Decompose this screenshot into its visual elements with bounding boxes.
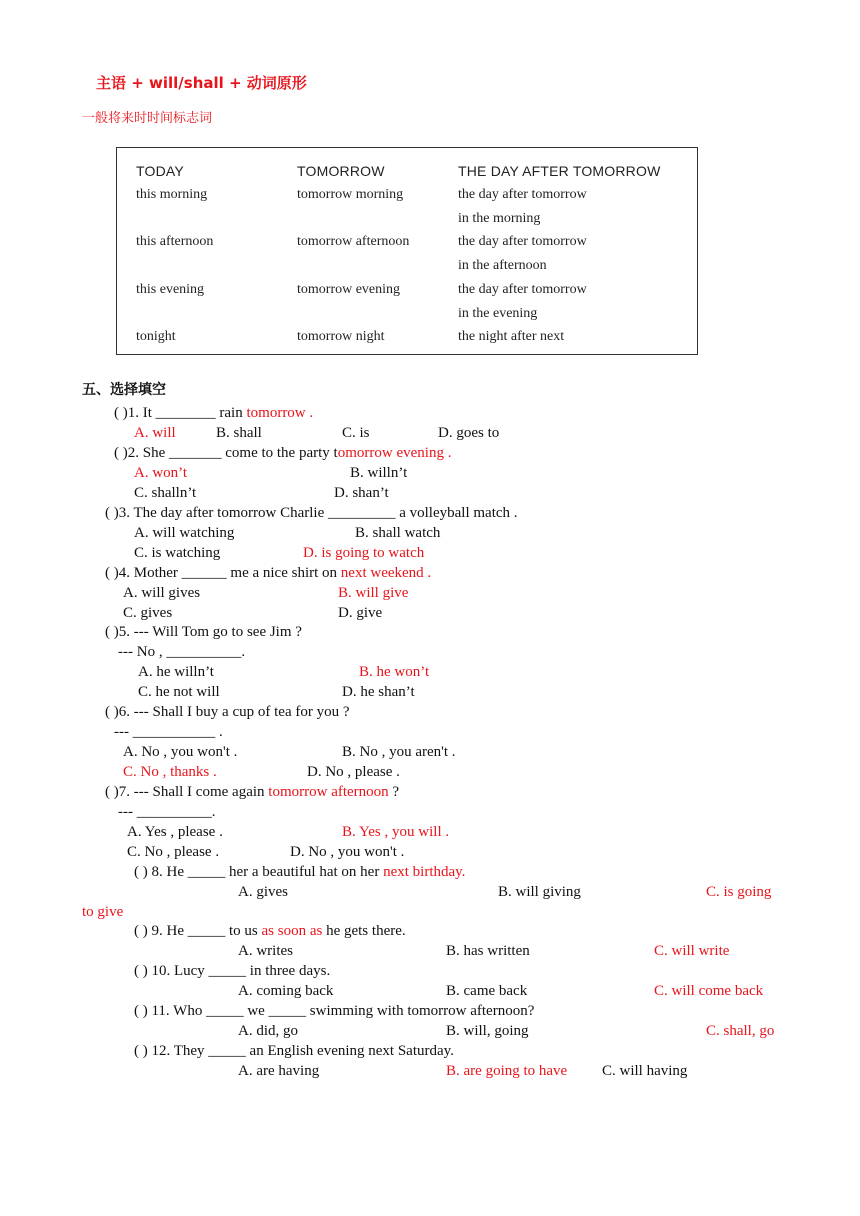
- option: B. willn’t: [350, 465, 408, 481]
- option: A. Yes , please .: [127, 824, 223, 840]
- table-cell: the day after tomorrow: [458, 234, 587, 249]
- option: D. give: [338, 605, 383, 621]
- table-cell: tonight: [136, 329, 176, 344]
- option: D. No , you won't .: [290, 844, 405, 860]
- question-stem: ( )6. --- Shall I buy a cup of tea for you ?: [105, 704, 350, 720]
- time-words-heading: 一般将来时时间标志词: [82, 111, 213, 126]
- question-answer-line: --- ___________ .: [114, 724, 223, 740]
- option: C. No , please .: [127, 844, 220, 860]
- question-stem: ( ) 9. He _____ to us as soon as he gets there.: [134, 923, 406, 939]
- option: D. shan’t: [334, 485, 389, 501]
- option: A. will gives: [123, 585, 201, 601]
- option: B. will, going: [446, 1023, 529, 1039]
- option: A. are having: [238, 1063, 320, 1079]
- option: D. he shan’t: [342, 684, 415, 700]
- option: D. is going to watch: [303, 545, 425, 561]
- option: C. is going: [706, 884, 772, 900]
- option: B. has written: [446, 943, 530, 959]
- option: A. he willn’t: [138, 664, 214, 680]
- table-cell: this morning: [136, 187, 208, 202]
- table-cell: in the evening: [458, 306, 538, 321]
- option: to give: [82, 904, 124, 920]
- option: B. shall: [216, 425, 262, 441]
- question-stem: ( ) 8. He _____ her a beautiful hat on her next birthday.: [134, 864, 466, 880]
- table-cell: tomorrow night: [297, 329, 385, 344]
- question-answer-line: --- __________.: [118, 804, 216, 820]
- time-expressions-table: [116, 147, 698, 355]
- option: C. will write: [654, 943, 730, 959]
- question-stem: ( ) 10. Lucy _____ in three days.: [134, 963, 331, 979]
- option: A. writes: [238, 943, 293, 959]
- option: B. he won’t: [359, 664, 430, 680]
- option: B. are going to have: [446, 1063, 568, 1079]
- option: A. will: [134, 425, 176, 441]
- option: B. No , you aren't .: [342, 744, 456, 760]
- option: C. will having: [602, 1063, 688, 1079]
- table-cell: this evening: [136, 282, 205, 297]
- table-cell: tomorrow evening: [297, 282, 401, 297]
- question-stem: ( )3. The day after tomorrow Charlie _________ a volleyball match .: [105, 505, 518, 521]
- option: C. shalln’t: [134, 485, 197, 501]
- option: A. won’t: [134, 465, 188, 481]
- option: C. gives: [123, 605, 173, 621]
- option: B. shall watch: [355, 525, 441, 541]
- table-cell: the day after tomorrow: [458, 187, 587, 202]
- question-stem: ( )7. --- Shall I come again tomorrow afternoon ?: [105, 784, 400, 800]
- option: B. came back: [446, 983, 528, 999]
- table-cell: tomorrow morning: [297, 187, 404, 202]
- table-header-day-after: THE DAY AFTER TOMORROW: [458, 163, 661, 179]
- option: B. will give: [338, 585, 409, 601]
- table-cell: in the morning: [458, 211, 541, 226]
- option: C. shall, go: [706, 1023, 775, 1039]
- section-title: 五、选择填空: [82, 382, 166, 398]
- table-cell: this afternoon: [136, 234, 214, 249]
- question-stem: ( )4. Mother ______ me a nice shirt on next weekend .: [105, 565, 432, 581]
- option: D. goes to: [438, 425, 500, 441]
- question-stem: ( ) 11. Who _____ we _____ swimming with tomorrow afternoon?: [134, 1003, 535, 1019]
- formula-heading: 主语 + will/shall + 动词原形: [96, 74, 307, 92]
- option: C. No , thanks .: [123, 764, 217, 780]
- option: B. will giving: [498, 884, 581, 900]
- option: A. will watching: [134, 525, 235, 541]
- question-stem: ( )1. It ________ rain tomorrow .: [114, 405, 314, 421]
- option: A. did, go: [238, 1023, 298, 1039]
- table-header-tomorrow: TOMORROW: [297, 163, 385, 179]
- option: B. Yes , you will .: [342, 824, 450, 840]
- question-stem: ( )5. --- Will Tom go to see Jim ?: [105, 624, 302, 640]
- table-cell: in the afternoon: [458, 258, 547, 273]
- question-stem: ( ) 12. They _____ an English evening next Saturday.: [134, 1043, 454, 1059]
- question-stem: ( )2. She _______ come to the party tomorrow evening .: [114, 445, 452, 461]
- option: C. is watching: [134, 545, 221, 561]
- option: A. coming back: [238, 983, 334, 999]
- question-answer-line: --- No , __________.: [118, 644, 246, 660]
- option: D. No , please .: [307, 764, 400, 780]
- option: A. No , you won't .: [123, 744, 238, 760]
- table-cell: tomorrow afternoon: [297, 234, 410, 249]
- table-header-today: TODAY: [136, 163, 184, 179]
- option: C. will come back: [654, 983, 764, 999]
- table-cell: the night after next: [458, 329, 565, 344]
- option: C. he not will: [138, 684, 220, 700]
- option: A. gives: [238, 884, 288, 900]
- table-cell: the day after tomorrow: [458, 282, 587, 297]
- option: C. is: [342, 425, 370, 441]
